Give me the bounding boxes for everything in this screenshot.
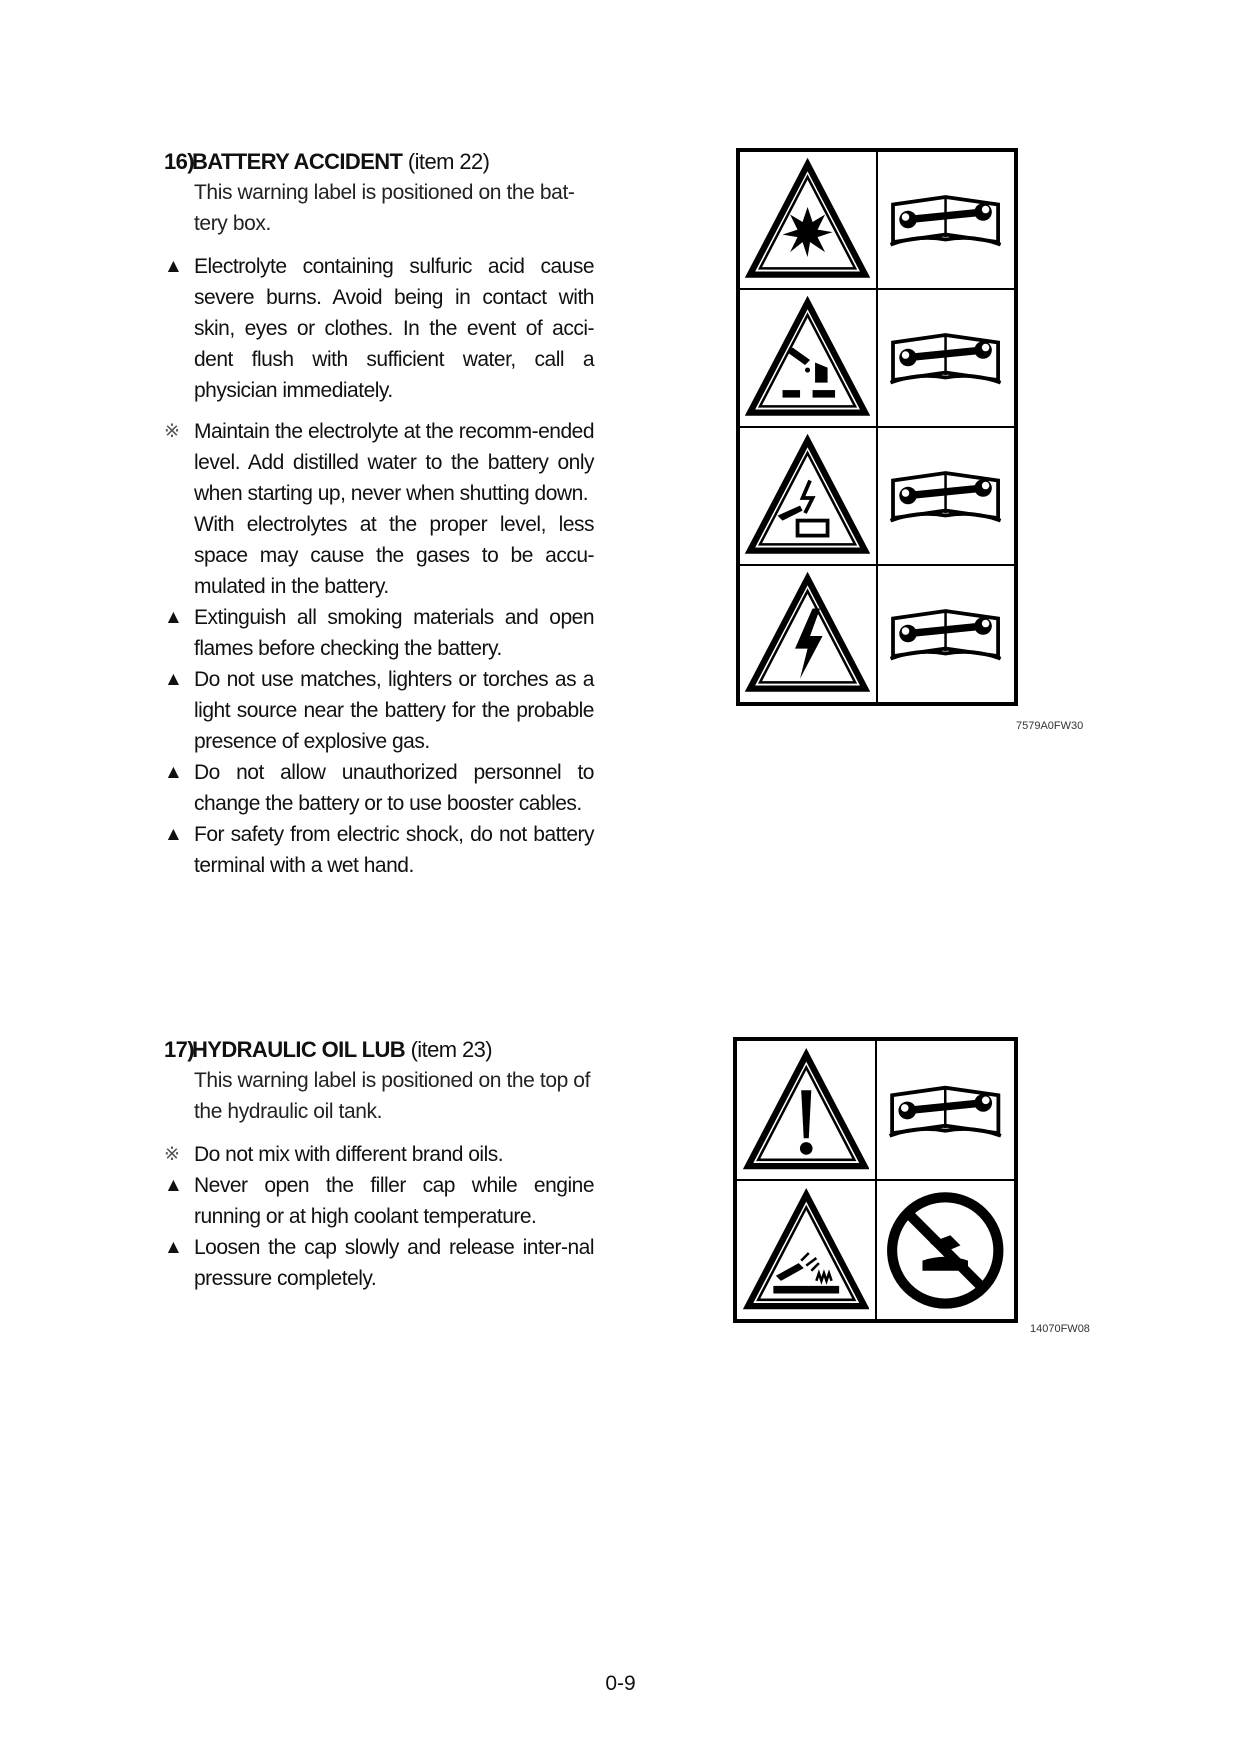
bullet-text: Electrolyte containing sulfuric acid cause severe burns. Avoid being in contact with skin, eyes or clothes. In the event of acci-dent flush with sufficient water, call a physician immediately. [194,255,594,402]
warning-bullet [164,1232,594,1294]
electric-shock-warning-icon [739,565,877,703]
section-intro: This warning label is positioned on the bat-tery box. [194,181,575,235]
section-number: 17) [164,1037,194,1062]
section-title: HYDRAULIC OIL LUB [192,1037,406,1062]
section-heading [164,146,594,177]
bullet-text: For safety from electric shock, do not battery terminal with a wet hand. [194,823,594,877]
hydraulic-oil-warning-label-figure [733,1037,1018,1323]
page-number: 0-9 [605,1672,636,1695]
warning-bullet [164,602,594,664]
reference-mark-icon: ※ [164,421,180,442]
bullet-text: Do not allow unauthorized personnel to change the battery or to use booster cables. [194,761,594,815]
note-bullet [164,1139,594,1170]
bullet-text-continued: With electrolytes at the proper level, less space may cause the gases to be accu-mulated in the battery. [194,513,594,598]
warning-triangle-icon: ▲ [164,607,183,628]
warning-triangle-icon: ▲ [164,824,183,845]
warning-bullet [164,819,594,881]
battery-spark-warning-icon [739,427,877,565]
bullet-text: Extinguish all smoking materials and open flames before checking the battery. [194,606,594,660]
warning-triangle-icon: ▲ [164,1237,183,1258]
warning-triangle-icon: ▲ [164,256,183,277]
note-bullet [164,416,594,602]
warning-bullet [164,1170,594,1232]
figure-code: 7579A0FW30 [1016,720,1084,732]
manual-book-icon [877,289,1015,427]
section-item-ref: (item 23) [410,1037,492,1062]
warning-bullet [164,664,594,757]
bullet-text: Maintain the electrolyte at the recomm-ended level. Add distilled water to the battery only when starting up, never when shutting down. [194,420,594,505]
corrosive-warning-icon [739,289,877,427]
bullet-text: Never open the filler cap while engine running or at high coolant temperature. [194,1174,594,1228]
section-intro: This warning label is positioned on the top of the hydraulic oil tank. [194,1069,591,1123]
battery-warning-label-figure [736,148,1018,706]
figure-code: 14070FW08 [1030,1323,1090,1335]
section-title: BATTERY ACCIDENT [192,149,403,174]
manual-book-icon [877,427,1015,565]
bullet-text: Loosen the cap slowly and release inter-nal pressure completely. [194,1236,594,1290]
warning-triangle-icon: ▲ [164,669,183,690]
section-item-ref: (item 22) [407,149,490,174]
no-open-cap-prohibition-icon [876,1180,1016,1320]
warning-bullet [164,757,594,819]
warning-triangle-icon: ▲ [164,762,183,783]
explosion-warning-icon [739,151,877,289]
warning-bullet [164,251,594,406]
section-number: 16) [164,149,194,174]
manual-book-icon [877,565,1015,703]
exclamation-warning-icon [736,1040,876,1180]
reference-mark-icon: ※ [164,1144,180,1165]
bullet-text: Do not mix with different brand oils. [194,1143,504,1166]
section-heading [164,1034,594,1065]
bullet-text: Do not use matches, lighters or torches as a light source near the battery for the probable presence of explosive gas. [194,668,594,753]
warning-triangle-icon: ▲ [164,1175,183,1196]
section-hydraulic-oil-lub [164,1034,594,1294]
hot-fluid-warning-icon [736,1180,876,1320]
section-battery-accident [164,146,594,881]
manual-book-icon [876,1040,1016,1180]
manual-book-icon [877,151,1015,289]
